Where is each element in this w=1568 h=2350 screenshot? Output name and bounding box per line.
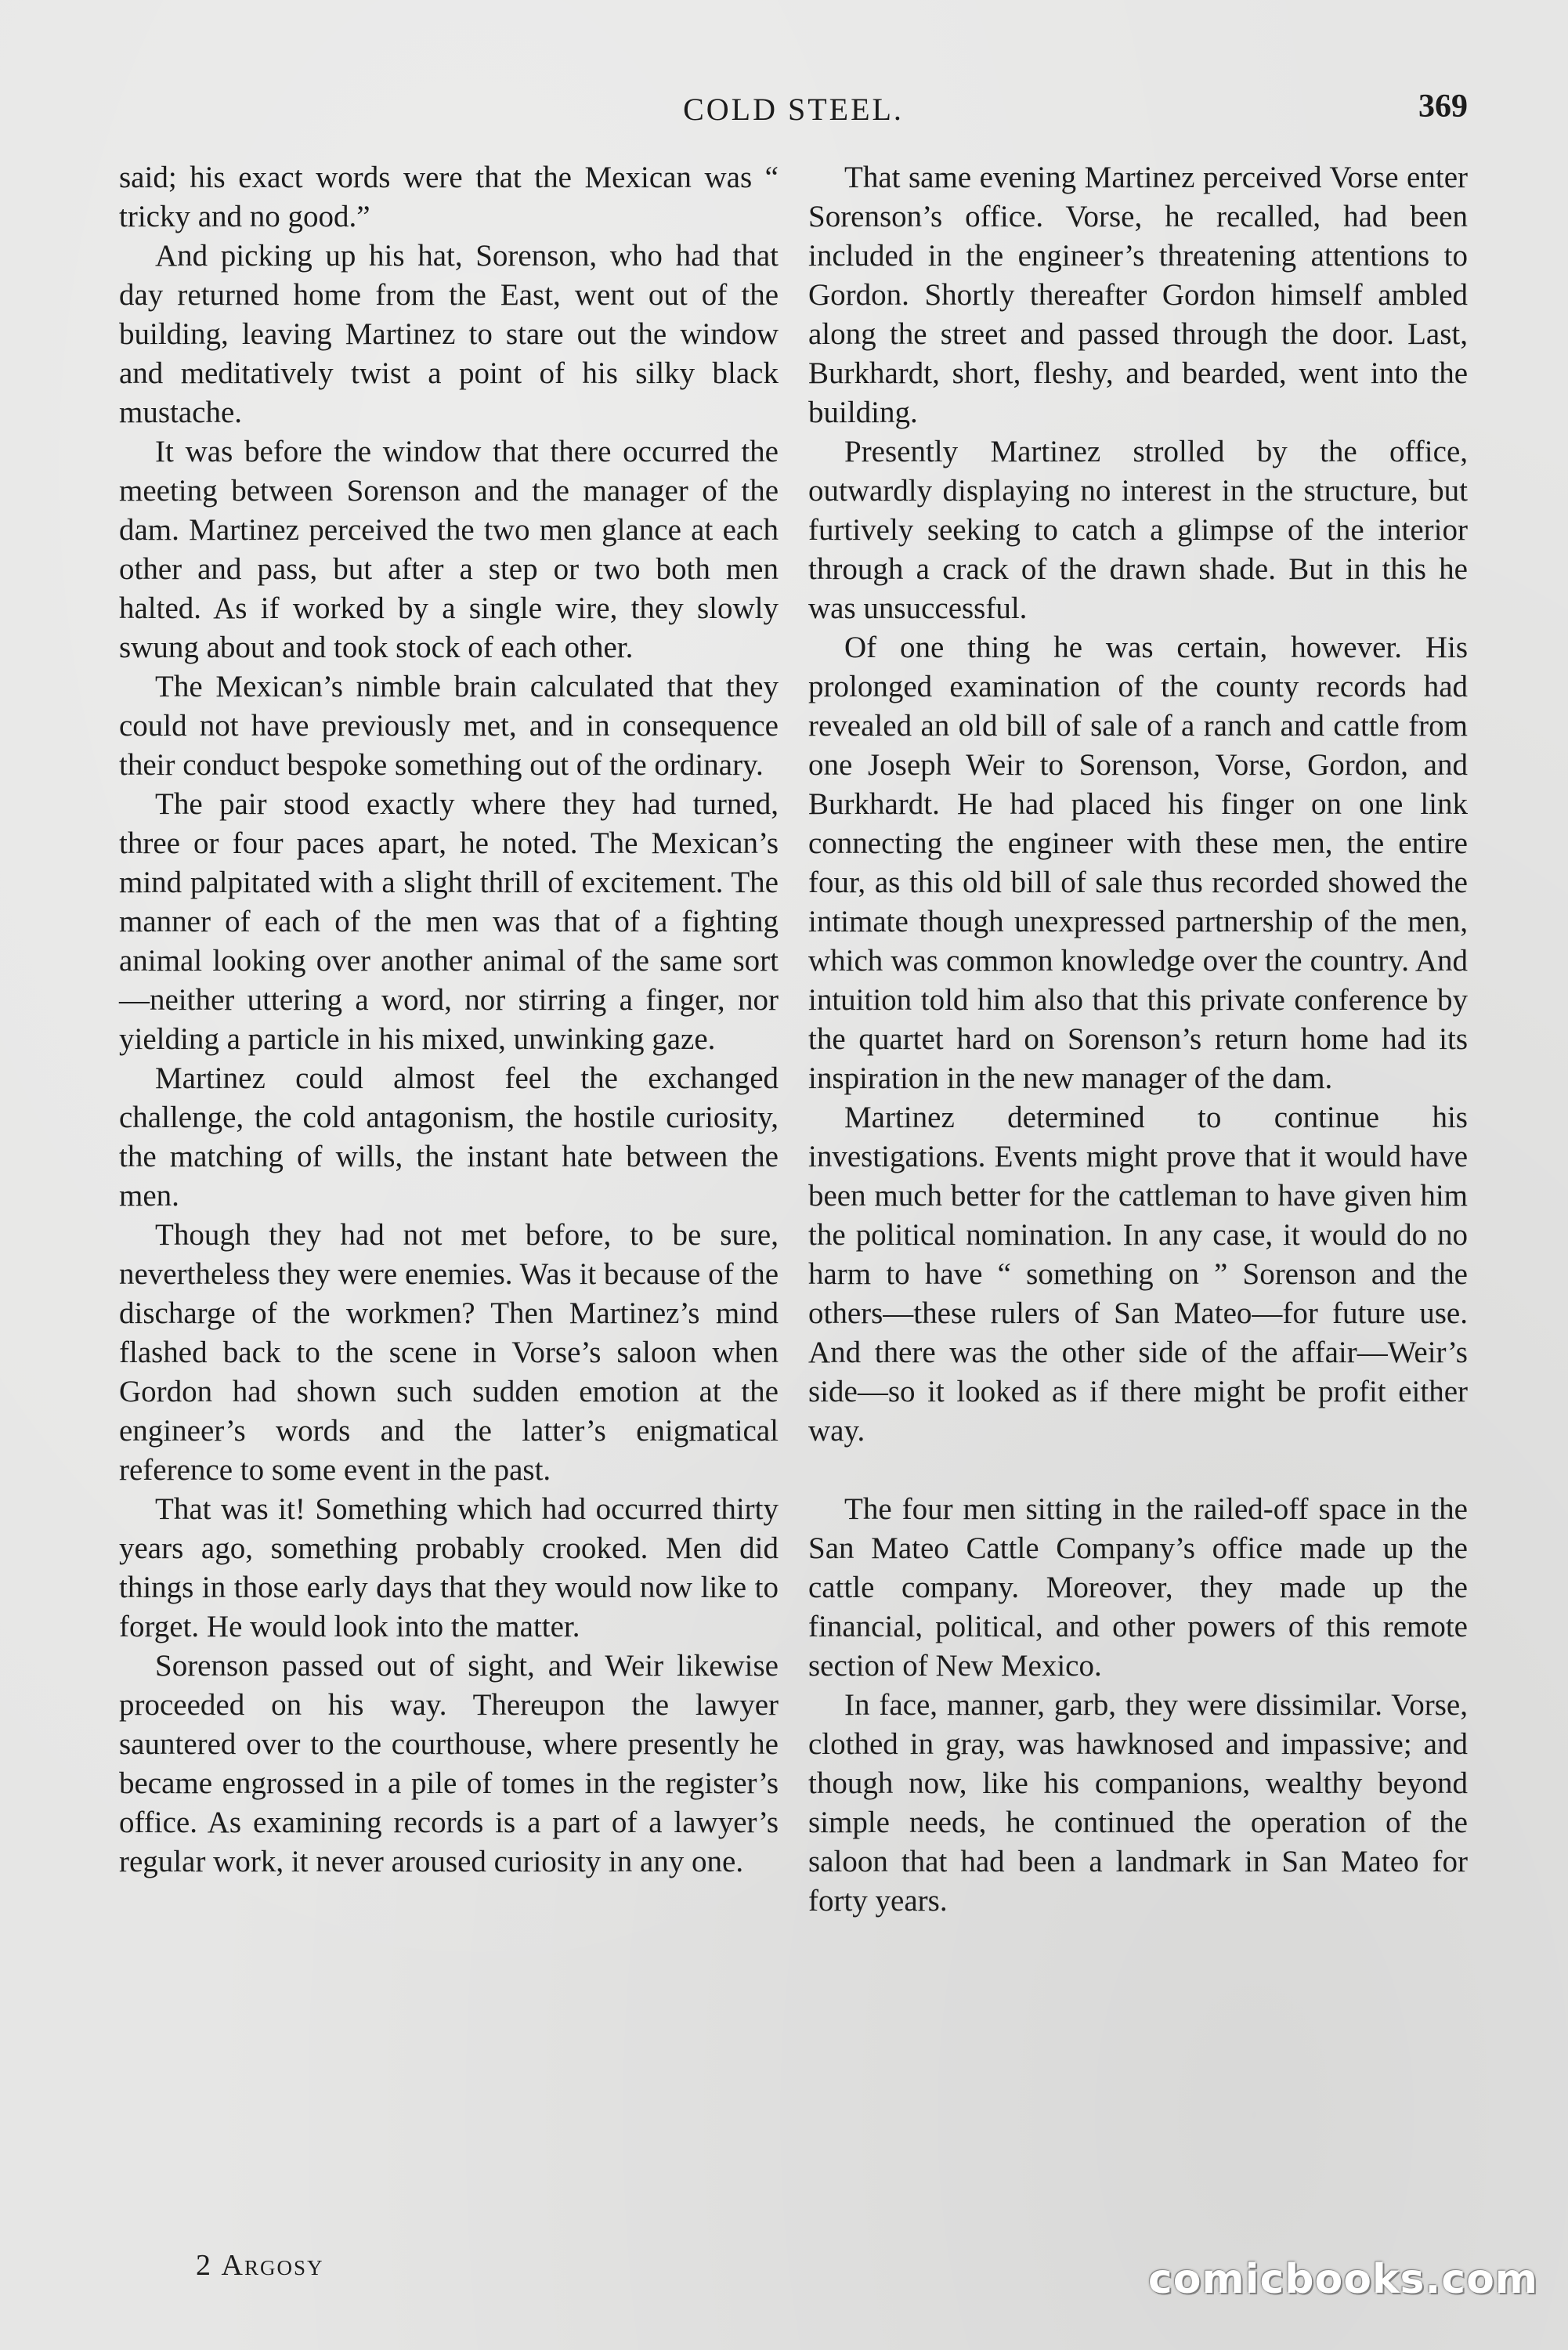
signature-mark [196, 2248, 323, 2283]
paragraph: Presently Martinez strolled by the office, outwardly displaying no interest in the structure, but furtively seeking to catch a glimpse of the interior through a crack of the drawn shade. But in this he was unsuccessful. [808, 435, 1468, 625]
right-column [808, 158, 1468, 1921]
paragraph: It was before the window that there occurred the meeting between Sorenson and the manager of the dam. Martinez perceived the two men glance at each other and pass, but after a step or two both men halted. As if worked by a single wire, they slowly swung about and took stock of each other. [119, 435, 779, 664]
paragraph: Sorenson passed out of sight, and Weir likewise proceeded on his way. Thereupon the lawyer sauntered over to the courthouse, where presently he became engrossed in a pile of tomes in the register’s office. As examining records is a part of a lawyer’s regular work, it never aroused curiosity in any one. [119, 1649, 779, 1878]
paragraph: That was it! Something which had occurred thirty years ago, something probably crooked. Men did things in those early days that they would now like to forget. He would look into the matter. [119, 1492, 779, 1643]
signature-number: 2 [196, 2249, 212, 2282]
paragraph-section-break: The four men sitting in the railed-off space in the San Mateo Cattle Company’s office made up the cattle company. Moreover, they made up the financial, political, and other powers of this remote section of New Mexico. [808, 1492, 1468, 1683]
left-column [119, 158, 779, 1882]
paragraph: The pair stood exactly where they had turned, three or four paces apart, he noted. The Mexican’s mind palpitated with a slight thrill of excitement. The manner of each of the men was that of a fighting animal looking over another animal of the same sort—neither uttering a word, nor stirring a finger, nor yielding a particle in his mixed, unwinking gaze. [119, 787, 779, 1056]
paragraph: That same evening Martinez perceived Vorse enter Sorenson’s office. Vorse, he recalled, had been included in the engineer’s threatening attentions to Gordon. Shortly thereafter Gordon himself ambled along the street and passed through the door. Last, Burkhardt, short, fleshy, and bearded, went into the building. [808, 161, 1468, 429]
paragraph: said; his exact words were that the Mexican was “ tricky and no good.” [119, 161, 779, 233]
signature-name: Argosy [221, 2249, 324, 2282]
paragraph: And picking up his hat, Sorenson, who had that day returned home from the East, went out of the building, leaving Martinez to stare out the window and meditatively twist a point of his silky black mustache. [119, 239, 779, 429]
paragraph: The Mexican’s nimble brain calculated that they could not have previously met, and in consequence their conduct bespoke something out of the ordinary. [119, 670, 779, 782]
paragraph: Though they had not met before, to be sure, nevertheless they were enemies. Was it because of the discharge of the workmen? Then Martinez’s mind flashed back to the scene in Vorse’s saloon when Gordon had shown such sudden emotion at the engineer’s words and the latter’s enigmatical reference to some event in the past. [119, 1218, 779, 1487]
paragraph: In face, manner, garb, they were dissimilar. Vorse, clothed in gray, was hawknosed and impassive; and though now, like his companions, wealthy beyond simple needs, he continued the operation of the saloon that had been a landmark in San Mateo for forty years. [808, 1688, 1468, 1918]
paragraph: Martinez determined to continue his investigations. Events might prove that it would have been much better for the cattleman to have given him the political nomination. In any case, it would do no harm to have “ something on ” Sorenson and the others—these rulers of San Mateo—for future use. And there was the other side of the affair—Weir’s side—so it looked as if there might be profit either way. [808, 1101, 1468, 1448]
paragraph: Martinez could almost feel the exchanged challenge, the cold antagonism, the hostile curiosity, the matching of wills, the instant hate between the men. [119, 1061, 779, 1213]
running-title: COLD STEEL. [683, 92, 904, 127]
paragraph: Of one thing he was certain, however. His prolonged examination of the county records had revealed an old bill of sale of a ranch and cattle from one Joseph Weir to Sorenson, Vorse, Gordon, and Burkhardt. He had placed his finger on one link connecting the engineer with these men, the entire four, as this old bill of sale thus recorded showed the intimate though unexpressed partnership of the men, which was common knowledge over the country. And intuition told him also that this private conference by the quartet hard on Sorenson’s return home had its inspiration in the new manager of the dam. [808, 631, 1468, 1095]
watermark-logo: comicbooks.com [1147, 2256, 1538, 2303]
page-number: 369 [1418, 89, 1468, 125]
page-header [119, 88, 1468, 135]
